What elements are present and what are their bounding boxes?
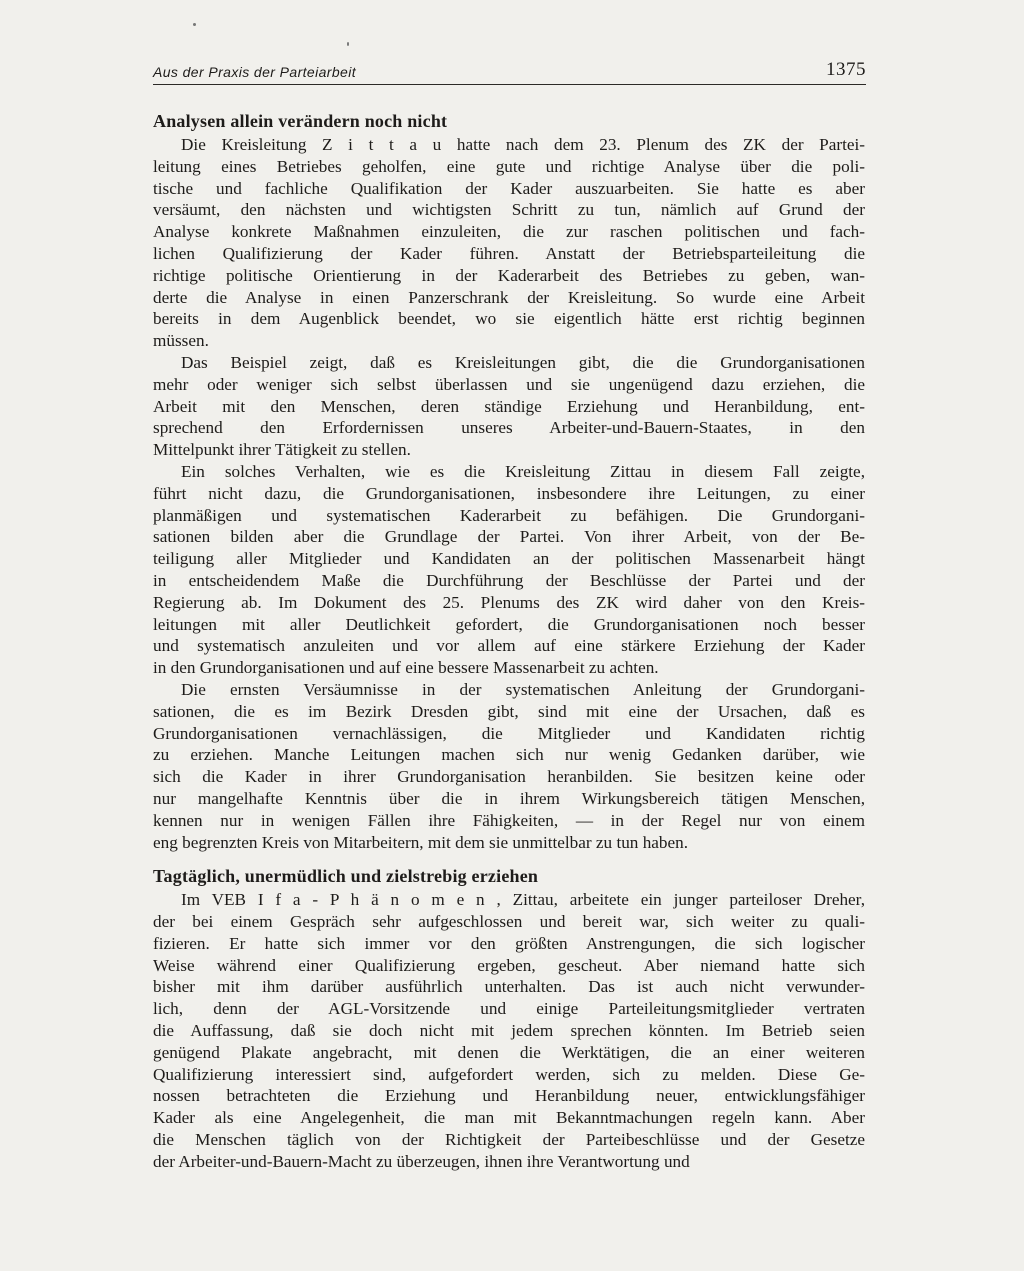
text-line: teiligung aller Mitglieder und Kandidaten an der politischen Massenarbeit hängt xyxy=(153,549,865,569)
text-line: und systematisch anzuleiten und vor allem auf eine stärkere Erziehung der Kader xyxy=(153,636,865,656)
text-line: nossen betrachteten die Erziehung und Heranbildung neuer, entwicklungsfähiger xyxy=(153,1086,865,1106)
text-line: Die Kreisleitung Z i t t a u hatte nach dem 23. Plenum des ZK der Partei- xyxy=(181,135,865,154)
paragraph xyxy=(153,134,865,352)
text-line: zu erziehen. Manche Leitungen machen sich nur wenig Gedanken darüber, wie xyxy=(153,745,865,765)
paragraph xyxy=(153,679,865,853)
text-line: führt nicht dazu, die Grundorganisationen, insbesondere ihre Leitungen, zu einer xyxy=(153,483,865,503)
text-line: fizieren. Er hatte sich immer vor den größten Anstrengungen, die sich logischer xyxy=(153,933,865,953)
text-line: Qualifizierung interessiert sind, aufgefordert werden, sich zu melden. Diese Ge- xyxy=(153,1064,865,1084)
text-line: Arbeit mit den Menschen, deren ständige Erziehung und Heranbildung, ent- xyxy=(153,396,865,416)
text-line: Grundorganisationen vernachlässigen, die Mitglieder und Kandidaten richtig xyxy=(153,723,865,743)
text-line: der Arbeiter-und-Bauern-Macht zu überzeugen, ihnen ihre Verantwortung und xyxy=(153,1151,690,1171)
text-line: mehr oder weniger sich selbst überlassen und sie ungenügend dazu erziehen, die xyxy=(153,374,865,394)
text-line: in entscheidendem Maße die Durchführung der Beschlüsse der Partei und der xyxy=(153,570,865,590)
paragraph xyxy=(153,889,865,1172)
text-line: Analyse konkrete Maßnahmen einzuleiten, die zur raschen politischen und fach- xyxy=(153,222,865,242)
text-line: kennen nur in wenigen Fällen ihre Fähigkeiten, — in der Regel nur von einem xyxy=(153,810,865,830)
text-line: Regierung ab. Im Dokument des 25. Plenums des ZK wird daher von den Kreis- xyxy=(153,592,865,612)
running-title: Aus der Praxis der Parteiarbeit xyxy=(153,64,357,80)
text-line: bisher mit ihm darüber ausführlich unterhalten. Das ist auch nicht verwunder- xyxy=(153,977,865,997)
print-speck xyxy=(347,42,349,46)
text-line: müssen. xyxy=(153,331,209,351)
section-heading: Tagtäglich, unermüdlich und zielstrebig erziehen xyxy=(153,866,539,887)
text-line: die Auffassung, daß sie doch nicht mit jedem sprechen könnten. Im Betrieb seien xyxy=(153,1021,865,1041)
text-line: Das Beispiel zeigt, daß es Kreisleitungen gibt, die die Grundorganisationen xyxy=(181,352,865,372)
text-line: Ein solches Verhalten, wie es die Kreisleitung Zittau in diesem Fall zeigte, xyxy=(181,461,865,481)
page-number: 1375 xyxy=(826,59,866,80)
text-line: tische und fachliche Qualifikation der Kader auszuarbeiten. Sie hatte es aber xyxy=(153,178,865,198)
running-head xyxy=(153,58,866,85)
text-line: sationen, die es im Bezirk Dresden gibt, sind mit eine der Ursachen, daß es xyxy=(153,701,865,721)
article-body xyxy=(153,108,865,1173)
text-line: leitungen mit aller Deutlichkeit gefordert, die Grundorganisationen noch besser xyxy=(153,614,865,634)
text-line: Mittelpunkt ihrer Tätigkeit zu stellen. xyxy=(153,440,411,460)
text-line: leitung eines Betriebes geholfen, eine gute und richtige Analyse über die poli- xyxy=(153,156,865,176)
text-line: derte die Analyse in einen Panzerschrank der Kreisleitung. So wurde eine Arbeit xyxy=(153,287,865,307)
text-line: Die ernsten Versäumnisse in der systematischen Anleitung der Grundorgani- xyxy=(181,679,865,699)
print-speck xyxy=(193,23,196,26)
text-line: sationen bilden aber die Grundlage der Partei. Von ihrer Arbeit, von der Be- xyxy=(153,527,865,547)
text-line: der bei einem Gespräch sehr aufgeschlossen und bereit war, sich weiter zu quali- xyxy=(153,912,865,932)
text-line: richtige politische Orientierung in der Kaderarbeit des Betriebes zu geben, wan- xyxy=(153,265,865,285)
text-line: eng begrenzten Kreis von Mitarbeitern, mit dem sie unmittelbar zu tun haben. xyxy=(153,832,689,852)
text-line: nur mangelhafte Kenntnis über die in ihrem Wirkungsbereich tätigen Menschen, xyxy=(153,788,865,808)
text-line: sich die Kader in ihrer Grundorganisation heranbilden. Sie besitzen keine oder xyxy=(153,767,865,787)
text-line: in den Grundorganisationen und auf eine bessere Massenarbeit zu achten. xyxy=(153,658,659,678)
text-line: planmäßigen und systematischen Kaderarbeit zu befähigen. Die Grundorgani- xyxy=(153,505,865,525)
text-line: sprechend den Erfordernissen unseres Arbeiter-und-Bauern-Staates, in den xyxy=(153,418,865,438)
section-heading: Analysen allein verändern noch nicht xyxy=(153,111,448,131)
paragraph xyxy=(153,352,865,461)
text-line: bereits in dem Augenblick beendet, wo sie eigentlich hätte erst richtig beginnen xyxy=(153,309,865,329)
text-line: versäumt, den nächsten und wichtigsten Schritt zu tun, nämlich auf Grund der xyxy=(153,200,865,220)
text-line: die Menschen täglich von der Richtigkeit der Parteibeschlüsse und der Gesetze xyxy=(153,1130,865,1150)
text-line: genügend Plakate angebracht, mit denen die Werktätigen, die an einer weiteren xyxy=(153,1042,865,1062)
text-line: lich, denn der AGL-Vorsitzende und einige Parteileitungsmitglieder vertraten xyxy=(153,999,865,1019)
text-line: lichen Qualifizierung der Kader führen. Anstatt der Betriebsparteileitung die xyxy=(153,243,865,263)
text-line: Im VEB I f a - P h ä n o m e n , Zittau, arbeitete ein junger parteiloser Dreher, xyxy=(181,890,865,910)
text-line: Weise während einer Qualifizierung ergeben, gescheut. Aber niemand hatte sich xyxy=(153,955,865,975)
paragraph xyxy=(153,461,865,679)
text-line: Kader als eine Angelegenheit, die man mit Bekanntmachungen regeln kann. Aber xyxy=(153,1108,865,1128)
